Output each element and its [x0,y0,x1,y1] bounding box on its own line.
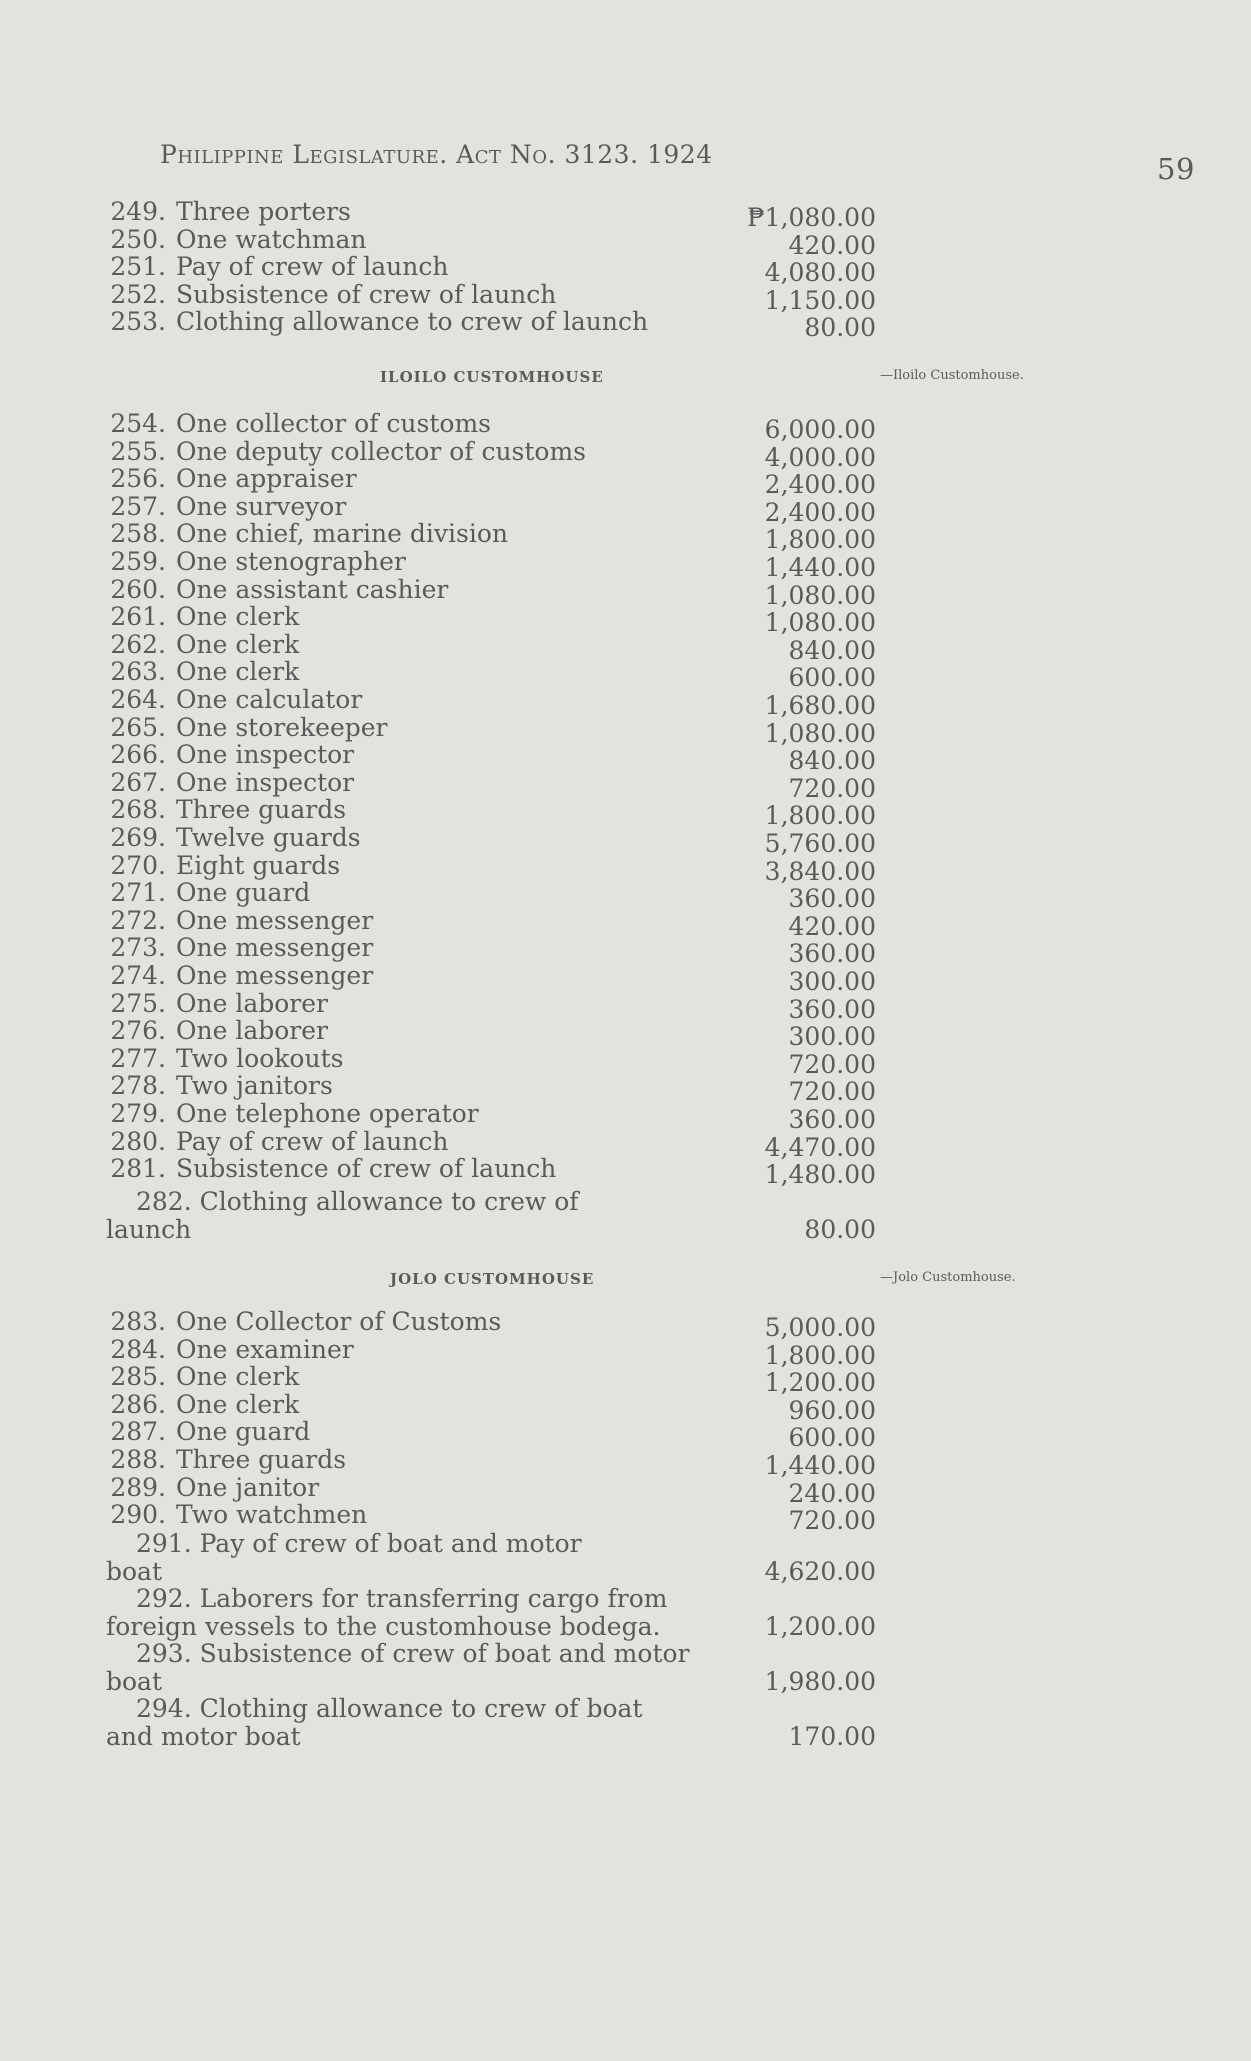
item-number: 280. [110,1126,166,1156]
list-item [106,224,876,260]
list-item [106,629,876,665]
item-amount: 960.00 [788,1395,876,1425]
item-description: Clothing allowance to crew of launch [176,307,649,336]
page-number: 59 [1157,152,1195,186]
list-item [106,464,876,500]
item-amount: 420.00 [788,230,876,260]
item-amount: 1,440.00 [764,1451,876,1480]
item-description: One clerk [176,1362,300,1392]
item-number: 277. [110,1043,166,1073]
item-amount: 5,000.00 [764,1313,876,1342]
item-description: One telephone operator [176,1099,479,1128]
item-number: 272. [110,905,166,935]
list-item [106,1099,876,1134]
item-amount: 420.00 [788,911,876,941]
item-amount: 170.00 [788,1722,876,1751]
list-item [106,1695,876,1751]
item-line1: 293. Subsistence of crew of boat and motor [136,1639,690,1668]
item-line2: boat [106,1667,163,1696]
item-number: 284. [110,1334,166,1364]
item-282-line1: 282. Clothing allowance to crew of [136,1187,579,1216]
item-description: Two watchmen [176,1500,368,1530]
item-line1: 292. Laborers for transferring cargo from [136,1584,668,1613]
item-description: One storekeeper [176,712,388,742]
running-head: Philippine Legislature. Act No. 3123. 1924 [160,140,713,169]
list-item [106,1530,876,1586]
item-description: One guard [176,878,311,908]
list-item [106,519,876,555]
item-amount: 1,080.00 [764,580,876,610]
item-number: 287. [110,1417,166,1447]
item-282-line2: launch [106,1215,192,1244]
list-item [106,547,876,582]
item-amount: 1,200.00 [764,1368,876,1398]
item-number: 286. [110,1389,166,1419]
item-description: One inspector [176,767,355,797]
list-item [106,1472,876,1508]
list-item [106,491,876,527]
item-amount: 240.00 [788,1478,876,1508]
item-number: 263. [110,657,166,687]
list-item [106,1334,876,1370]
item-description: Two janitors [176,1071,333,1101]
item-amount: 1,480.00 [764,1160,876,1190]
item-description: Subsistence of crew of launch [176,279,557,309]
item-amount: 6,000.00 [764,415,876,444]
item-number: 257. [110,491,166,521]
item-description: One deputy collector of customs [176,436,587,466]
item-amount: 720.00 [788,1077,876,1107]
list-item [106,1585,876,1641]
item-number: 255. [110,436,166,466]
margin-note-iloilo: —Iloilo Customhouse. [880,368,1024,383]
list-item [106,1016,876,1052]
item-description: One clerk [176,1389,300,1419]
item-number: 288. [110,1445,166,1474]
item-description: Three porters [176,197,351,226]
list-item [106,1500,876,1536]
item-amount: 1,200.00 [764,1612,876,1641]
list-item [106,850,876,886]
item-number: 271. [110,878,166,908]
item-number: 276. [110,1016,166,1046]
list-item [106,307,876,342]
item-amount: 5,760.00 [764,829,876,858]
item-amount: 4,080.00 [764,258,876,287]
list-item [106,712,876,748]
item-number: 285. [110,1362,166,1392]
item-description: Pay of crew of launch [176,1126,449,1156]
item-number: 252. [110,279,166,309]
item-description: One laborer [176,1016,328,1046]
item-amount: 4,470.00 [764,1132,876,1162]
list-item [106,961,876,996]
list-item [106,1362,876,1398]
item-amount: 840.00 [788,746,876,776]
item-number: 254. [110,409,166,438]
item-description: Three guards [176,1445,347,1474]
item-282-amount: 80.00 [804,1215,876,1244]
list-item [106,905,876,941]
list-item [106,933,876,969]
item-number: 269. [110,823,166,852]
list-item [106,279,876,315]
item-amount: 1,080.00 [764,718,876,748]
item-number: 270. [110,850,166,880]
list-item [106,1154,876,1190]
list-item [106,436,876,472]
item-amount: 1,980.00 [764,1667,876,1696]
item-description: Subsistence of crew of launch [176,1154,557,1184]
list-item [106,740,876,776]
item-amount: 4,620.00 [764,1557,876,1586]
item-amount: 360.00 [788,939,876,969]
list-item [106,823,876,858]
item-number: 275. [110,988,166,1018]
list-item [106,252,876,287]
item-description: One clerk [176,602,300,632]
list-item [106,1445,876,1480]
item-amount: 1,150.00 [764,285,876,315]
item-amount: 2,400.00 [764,497,876,527]
item-description: One Collector of Customs [176,1307,502,1336]
item-line2: boat [106,1557,163,1586]
item-description: One surveyor [176,491,347,521]
item-number: 266. [110,740,166,770]
item-description: One chief, marine division [176,519,508,549]
item-number: 265. [110,712,166,742]
item-amount: 3,840.00 [764,856,876,886]
item-description: One clerk [176,657,300,687]
item-number: 273. [110,933,166,963]
item-amount: 1,800.00 [764,801,876,831]
item-amount: 360.00 [788,884,876,914]
item-description: Three guards [176,795,347,825]
item-amount: 360.00 [788,994,876,1024]
list-item [106,685,876,720]
item-description: One janitor [176,1472,320,1502]
item-number: 279. [110,1099,166,1128]
list-item [106,574,876,610]
item-description: Two lookouts [176,1043,344,1073]
item-amount: 600.00 [788,1423,876,1453]
list-item [106,767,876,803]
item-number: 258. [110,519,166,549]
item-description: One watchman [176,224,367,254]
page-header [160,140,1195,186]
item-number: 281. [110,1154,166,1184]
item-number: 290. [110,1500,166,1530]
item-amount: 1,680.00 [764,691,876,720]
item-number: 249. [110,197,166,226]
item-number: 259. [110,547,166,576]
item-description: One examiner [176,1334,354,1364]
item-amount: 300.00 [788,1022,876,1052]
item-amount: 1,800.00 [764,1340,876,1370]
section-heading-jolo: JOLO CUSTOMHOUSE [390,1270,595,1288]
item-description: Twelve guards [176,823,361,852]
item-amount: 360.00 [788,1105,876,1134]
item-amount: ₱1,080.00 [747,203,876,232]
item-number: 268. [110,795,166,825]
item-description: Pay of crew of launch [176,252,449,281]
list-item [106,657,876,693]
item-description: One messenger [176,933,374,963]
list-item [106,1640,876,1696]
list-item [106,795,876,831]
list-item [106,409,876,444]
list-item [106,1126,876,1162]
item-description: One clerk [176,629,300,659]
item-line2: and motor boat [106,1722,301,1751]
item-description: One stenographer [176,547,406,576]
item-number: 278. [110,1071,166,1101]
list-item [106,197,876,232]
list-item [106,1071,876,1107]
item-description: One laborer [176,988,328,1018]
item-number: 289. [110,1472,166,1502]
item-amount: 1,440.00 [764,553,876,582]
list-item [106,878,876,914]
item-number: 250. [110,224,166,254]
item-number: 283. [110,1307,166,1336]
item-description: One messenger [176,905,374,935]
item-description: Eight guards [176,850,341,880]
item-number: 253. [110,307,166,336]
list-item-282 [106,1188,876,1244]
list-item [106,1417,876,1453]
item-amount: 840.00 [788,635,876,665]
item-amount: 720.00 [788,773,876,803]
list-item [106,602,876,638]
list-item [106,1043,876,1079]
item-amount: 300.00 [788,967,876,996]
item-description: One inspector [176,740,355,770]
item-number: 274. [110,961,166,990]
item-description: One messenger [176,961,374,990]
item-amount: 4,000.00 [764,442,876,472]
item-number: 264. [110,685,166,714]
item-description: One calculator [176,685,363,714]
item-number: 260. [110,574,166,604]
item-amount: 600.00 [788,663,876,693]
list-item [106,1307,876,1342]
item-amount: 2,400.00 [764,470,876,500]
item-description: One guard [176,1417,311,1447]
item-number: 256. [110,464,166,494]
margin-note-jolo: —Jolo Customhouse. [880,1270,1016,1285]
section-heading-iloilo: ILOILO CUSTOMHOUSE [380,368,604,386]
item-description: One assistant cashier [176,574,449,604]
item-line1: 294. Clothing allowance to crew of boat [136,1694,643,1723]
list-item [106,1389,876,1425]
item-number: 251. [110,252,166,281]
item-description: One appraiser [176,464,357,494]
item-number: 261. [110,602,166,632]
item-amount: 1,800.00 [764,525,876,555]
item-amount: 720.00 [788,1506,876,1536]
list-item [106,988,876,1024]
item-description: One collector of customs [176,409,491,438]
item-number: 267. [110,767,166,797]
item-line1: 291. Pay of crew of boat and motor [136,1529,582,1558]
item-number: 262. [110,629,166,659]
item-amount: 720.00 [788,1049,876,1079]
item-amount: 80.00 [804,313,876,342]
item-line2: foreign vessels to the customhouse bodega. [106,1612,661,1641]
item-amount: 1,080.00 [764,608,876,638]
